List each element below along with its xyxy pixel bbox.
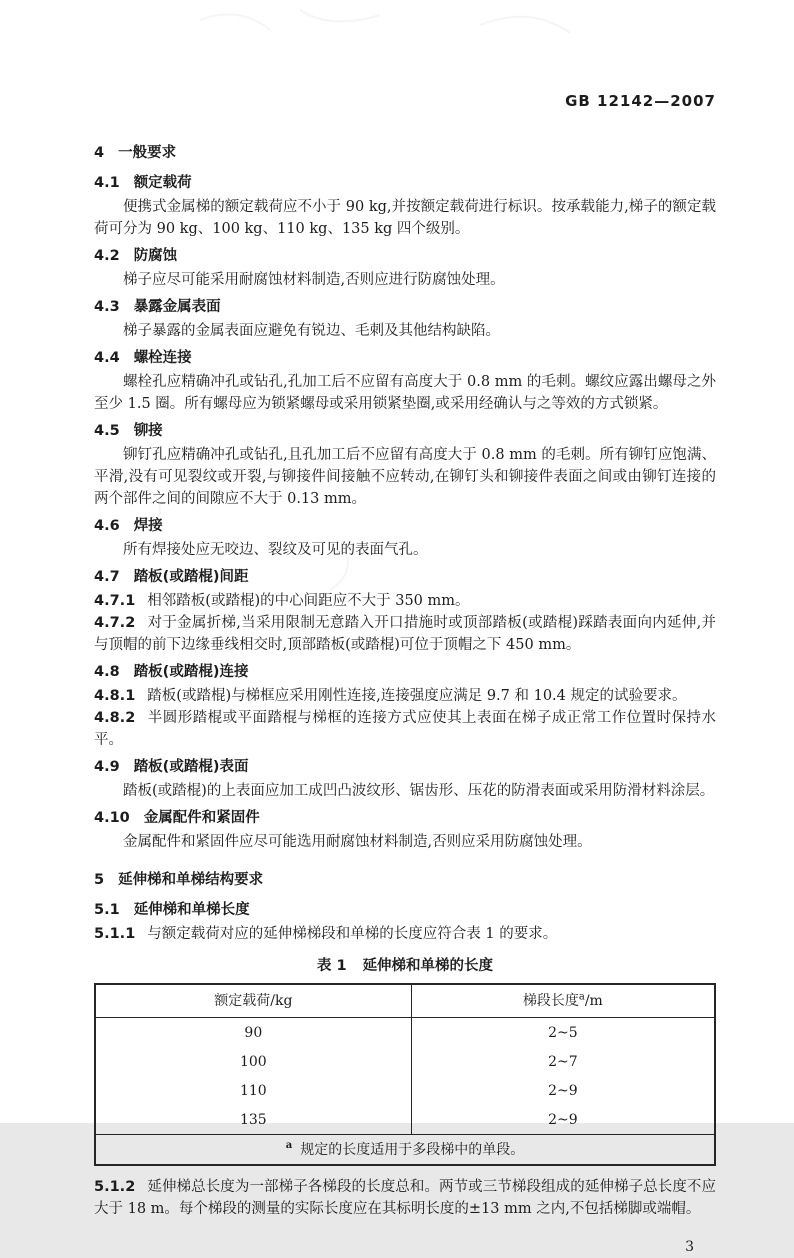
footnote-text: 规定的长度适用于多段梯中的单段。 bbox=[300, 1141, 525, 1158]
subsection-heading bbox=[94, 899, 716, 921]
clause-text: 与额定载荷对应的延伸梯梯段和单梯的长度应符合表 1 的要求。 bbox=[147, 926, 558, 942]
table-body bbox=[95, 1018, 715, 1166]
clause-number: 5.1.2 bbox=[94, 1179, 136, 1195]
header-unit: /m bbox=[584, 993, 603, 1009]
section-number: 4 bbox=[94, 145, 105, 161]
clause-number: 4.8.1 bbox=[94, 688, 136, 704]
paragraph: 铆钉孔应精确冲孔或钻孔,且孔加工后不应留有高度大于 0.8 mm 的毛刺。所有铆钉应饱满、平滑,没有可见裂纹或开裂,与铆接件间接触不应转动,在铆钉头和铆接件表面之间或由铆钉连接的两个部件之间的间隙应不大于 0.13 mm。 bbox=[94, 447, 716, 507]
subsection-heading bbox=[94, 515, 716, 537]
clause-number: 4.7.1 bbox=[94, 593, 136, 609]
section-number: 4.8 bbox=[94, 664, 120, 680]
clause-text: 相邻踏板(或踏棍)的中心间距应不大于 350 mm。 bbox=[147, 593, 470, 609]
section-number: 5.1 bbox=[94, 902, 120, 918]
clause-text: 半圆形踏棍或平面踏棍与梯框的连接方式应使其上表面在梯子成正常工作位置时保持水平。 bbox=[94, 710, 716, 748]
subsection-heading bbox=[94, 172, 716, 194]
clause-number: 4.8.2 bbox=[94, 710, 136, 726]
subsection-heading bbox=[94, 756, 716, 778]
clause-paragraph bbox=[94, 685, 716, 707]
section-number: 4.10 bbox=[94, 810, 130, 826]
section-title: 延伸梯和单梯长度 bbox=[133, 902, 250, 918]
subsection-heading bbox=[94, 807, 716, 829]
paragraph: 便携式金属梯的额定载荷应不小于 90 kg,并按额定载荷进行标识。按承载能力,梯子的额定载荷可分为 90 kg、100 kg、110 kg、135 kg 四个级别。 bbox=[94, 199, 716, 237]
section-number: 5 bbox=[94, 872, 105, 888]
paragraph: 踏板(或踏棍)的上表面应加工成凹凸波纹形、锯齿形、压花的防滑表面或采用防滑材料涂层。 bbox=[123, 783, 715, 799]
subsection-heading bbox=[94, 566, 716, 588]
section-number: 4.4 bbox=[94, 350, 120, 366]
paragraph: 金属配件和紧固件应尽可能选用耐腐蚀材料制造,否则应采用防腐蚀处理。 bbox=[123, 834, 592, 850]
section-heading bbox=[94, 869, 716, 891]
section-title: 一般要求 bbox=[118, 145, 177, 161]
document-body bbox=[94, 142, 716, 1220]
footnote-marker: a bbox=[578, 991, 585, 1003]
clause-paragraph bbox=[94, 1176, 716, 1220]
clause-text: 延伸梯总长度为一部梯子各梯段的长度总和。两节或三节梯段组成的延伸梯子总长度不应大于 18 m。每个梯段的测量的实际长度应在其标明长度的±13 mm 之内,不包括梯脚或端帽。 bbox=[94, 1179, 716, 1217]
table-cell: 135 bbox=[239, 1111, 267, 1128]
table-header-row bbox=[95, 984, 715, 1018]
section-title: 焊接 bbox=[133, 518, 163, 534]
section-heading bbox=[94, 142, 716, 164]
paragraph: 梯子暴露的金属表面应避免有锐边、毛刺及其他结构缺陷。 bbox=[123, 323, 500, 339]
table-header-cell bbox=[411, 984, 715, 1018]
footnote-marker: a bbox=[285, 1139, 293, 1151]
section-title: 额定载荷 bbox=[133, 175, 192, 191]
section-number: 4.3 bbox=[94, 299, 120, 315]
clause-paragraph bbox=[94, 923, 716, 945]
subsection-heading bbox=[94, 420, 716, 442]
table-caption-title: 延伸梯和单梯的长度 bbox=[362, 958, 494, 974]
subsection-heading bbox=[94, 245, 716, 267]
clause-paragraph bbox=[94, 612, 716, 656]
paragraph: 所有焊接处应无咬边、裂纹及可见的表面气孔。 bbox=[123, 542, 428, 558]
table-head bbox=[95, 984, 715, 1018]
section-number: 4.2 bbox=[94, 248, 120, 264]
page-content bbox=[94, 90, 716, 1258]
table-cell: 2~7 bbox=[411, 1047, 715, 1076]
table-caption-label: 表 1 bbox=[316, 958, 347, 974]
table-row bbox=[95, 1047, 715, 1076]
section-number: 4.5 bbox=[94, 423, 120, 439]
clause-number: 5.1.1 bbox=[94, 926, 136, 942]
table-cell: 2~9 bbox=[411, 1105, 715, 1135]
table-row bbox=[95, 1018, 715, 1048]
table-footnote-row bbox=[95, 1135, 715, 1166]
table-cell: 2~5 bbox=[411, 1018, 715, 1048]
section-title: 暴露金属表面 bbox=[133, 299, 221, 315]
section-title: 延伸梯和单梯结构要求 bbox=[118, 872, 264, 888]
section-title: 踏板(或踏棍)间距 bbox=[133, 569, 249, 585]
page-number: 3 bbox=[685, 1239, 694, 1255]
section-number: 4.6 bbox=[94, 518, 120, 534]
table-cell: 100 bbox=[239, 1053, 267, 1070]
table-row bbox=[95, 1105, 715, 1135]
section-title: 防腐蚀 bbox=[133, 248, 178, 264]
section-title: 铆接 bbox=[133, 423, 163, 439]
paragraph: 梯子应尽可能采用耐腐蚀材料制造,否则应进行防腐蚀处理。 bbox=[123, 272, 505, 288]
clause-paragraph bbox=[94, 590, 716, 612]
table-cell: 90 bbox=[244, 1024, 263, 1041]
subsection-heading bbox=[94, 661, 716, 683]
table-row bbox=[95, 1076, 715, 1105]
section-number: 4.1 bbox=[94, 175, 120, 191]
table-caption bbox=[94, 955, 716, 977]
table-footnote bbox=[95, 1135, 715, 1166]
subsection-heading bbox=[94, 296, 716, 318]
ladder-length-table bbox=[94, 983, 716, 1166]
table-cell: 2~9 bbox=[411, 1076, 715, 1105]
section-number: 4.7 bbox=[94, 569, 120, 585]
subsection-heading bbox=[94, 347, 716, 369]
section-title: 螺栓连接 bbox=[133, 350, 192, 366]
header-text: 梯段长度 bbox=[522, 993, 579, 1009]
section-title: 踏板(或踏棍)表面 bbox=[133, 759, 249, 775]
table-cell: 110 bbox=[239, 1082, 267, 1099]
clause-number: 4.7.2 bbox=[94, 615, 136, 631]
section-number: 4.9 bbox=[94, 759, 120, 775]
clause-paragraph bbox=[94, 707, 716, 751]
table-header-cell: 额定载荷/kg bbox=[95, 984, 411, 1018]
standard-code-header: GB 12142—2007 bbox=[565, 92, 716, 110]
section-title: 踏板(或踏棍)连接 bbox=[133, 664, 249, 680]
clause-text: 对于金属折梯,当采用限制无意踏入开口措施时或顶部踏板(或踏棍)踩踏表面向内延伸,并与顶帽的前下边缘垂线相交时,顶部踏板(或踏棍)可位于顶帽之下 450 mm。 bbox=[94, 615, 716, 653]
section-title: 金属配件和紧固件 bbox=[143, 810, 260, 826]
clause-text: 踏板(或踏棍)与梯框应采用刚性连接,连接强度应满足 9.7 和 10.4 规定的试验要求。 bbox=[147, 688, 687, 704]
paragraph: 螺栓孔应精确冲孔或钻孔,孔加工后不应留有高度大于 0.8 mm 的毛刺。螺纹应露出螺母之外至少 1.5 圈。所有螺母应为锁紧螺母或采用锁紧垫圈,或采用经确认与之等效的方式锁紧。 bbox=[94, 374, 716, 412]
